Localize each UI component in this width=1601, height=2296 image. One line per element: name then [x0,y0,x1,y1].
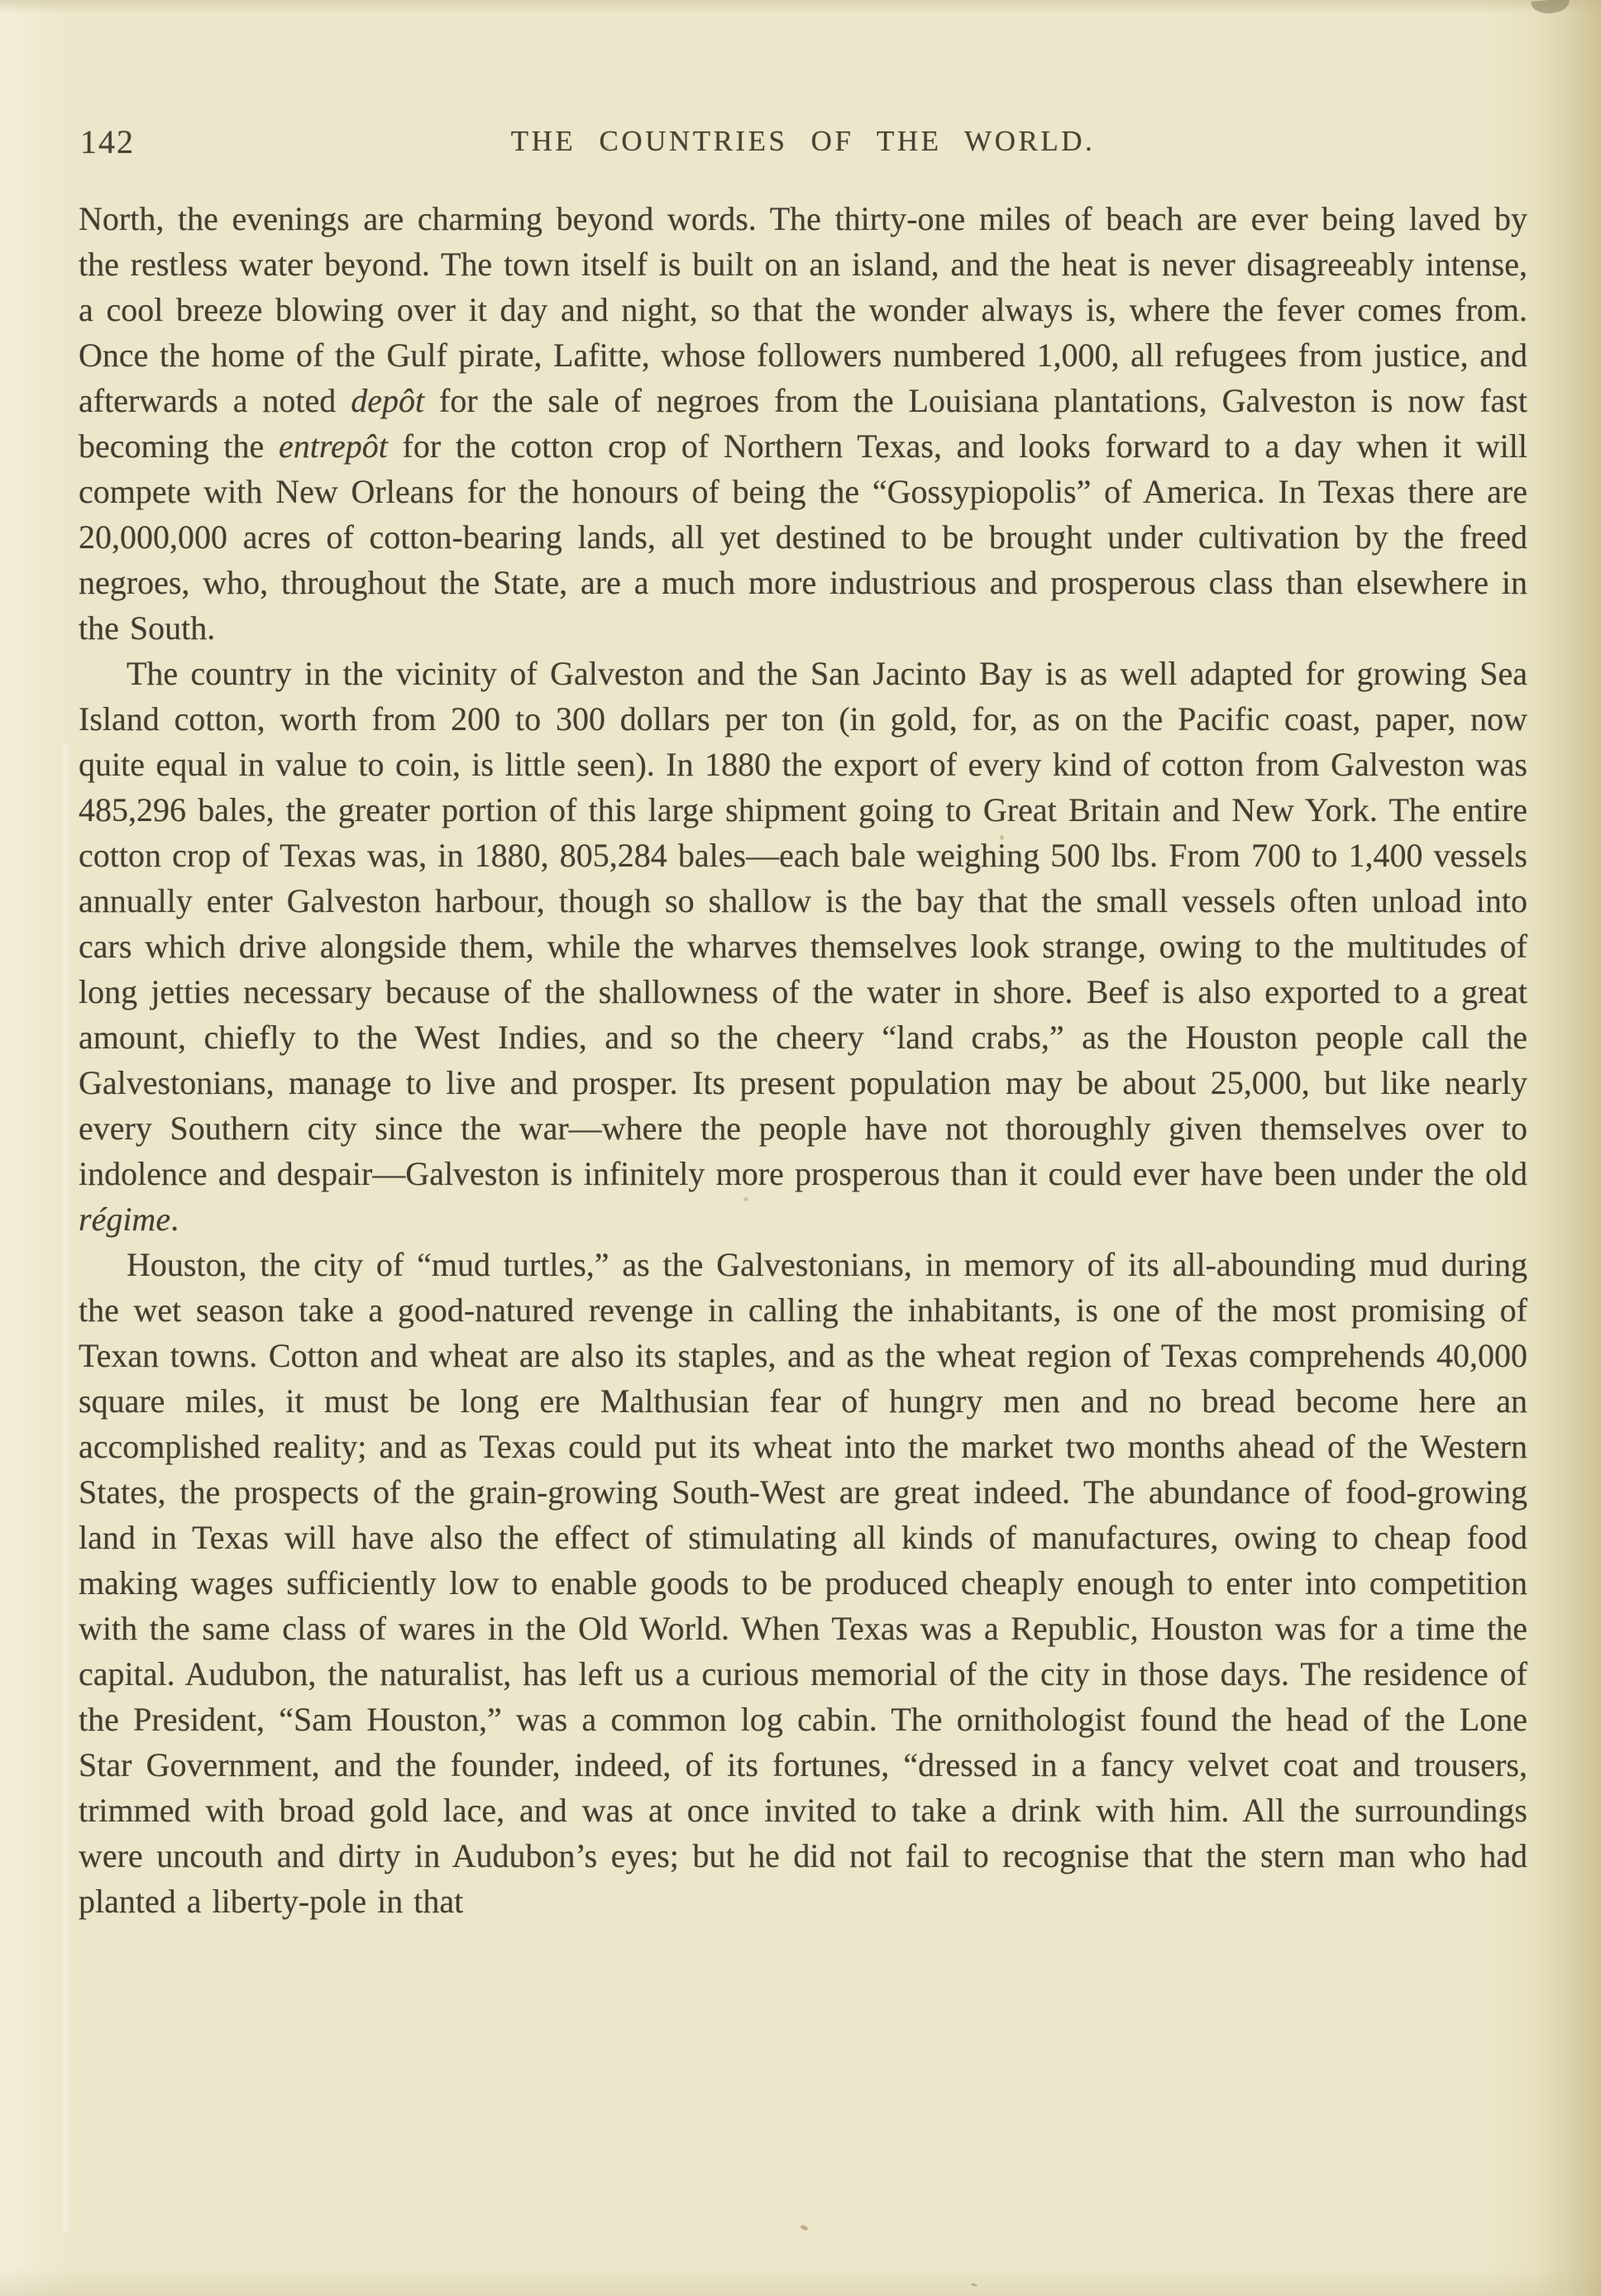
running-title: THE COUNTRIES OF THE WORLD. [510,125,1096,157]
scan-highlight [60,744,71,2232]
paragraph [79,196,1527,651]
page-number: 142 [80,123,135,160]
text-run: The country in the vicinity of Galveston and the San Jacinto Bay is as well adapted for growing Sea Island cotton, worth from 200 to 300 dollars per ton (in gold, for, as on the Pacific coast, paper, now quite equal in value to coin, is little seen). In 1880 the export of every kind of cotton from Galveston was 485,296 bales, the greater portion of this large shipment going to Great Britain and New York. The entire cotton crop of Texas was, in 1880, 805,284 bales—each bale weighing 500 lbs. From 700 to 1,400 vessels annually enter Galveston harbour, though so shallow is the bay that the small vessels often unload into cars which drive alongside them, while the wharves themselves look strange, owing to the multitudes of long jetties necessary because of the shallowness of the water in shore. Beef is also exported to a great amount, chiefly to the West Indies, and so the cheery “land crabs,” as the Houston people call the Galvestonians, manage to live and prosper. Its present population may be about 25,000, but like nearly every Southern city since the war—where the people have not thoroughly given themselves over to indolence and despair—Galveston is infinitely more prosperous than it could ever have been under the old [79,655,1527,1192]
italic-text-run: depôt [351,382,425,419]
text-run: . [170,1201,179,1238]
text-run: North, the evenings are charming beyond words. The thirty-one miles of beach are ever being laved by the restless water beyond. The town itself is built on an island, and the heat is never disagreeably intense, a cool breeze blowing over it day and night, so that the wonder always is, where the fever comes from. Once the home of the Gulf pirate, Lafitte, whose followers numbered 1,000, all refugees from justice, and afterwards a noted [79,200,1527,419]
text-run: Houston, the city of “mud turtles,” as the Galvestonians, in memory of its all-abounding mud during the wet season take a good-natured revenge in calling the inhabitants, is one of the most promising of Texan towns. Cotton and wheat are also its staples, and as the wheat region of Texas comprehends 40,000 square miles, it must be long ere Malthusian fear of hungry men and no bread become here an accomplished reality; and as Texas could put its wheat into the market two months ahead of the Western States, the prospects of the grain-growing South-West are great indeed. The abundance of food-growing land in Texas will have also the effect of stimulating all kinds of manufactures, owing to cheap food making wages sufficiently low to enable goods to be produced cheaply enough to enter into competition with the same class of wares in the Old World. When Texas was a Republic, Houston was for a time the capital. Audubon, the naturalist, has left us a curious memorial of the city in those days. The residence of the President, “Sam Houston,” was a common log cabin. The ornithologist found the head of the Lone Star Government, and the founder, indeed, of its fortunes, “dressed in a fancy velvet coat and trousers, trimmed with broad gold lace, and was at once invited to take a drink with him. All the surroundings were uncouth and dirty in Audubon’s eyes; but he did not fail to recognise that the stern man who had planted a liberty-pole in that [79,1246,1527,1920]
paragraph [79,1242,1527,1924]
text-run: for the cotton crop of Northern Texas, and looks forward to a day when it will compete with New Orleans for the honours of being the “Gossypiopolis” of America. In Texas there are 20,000,000 acres of cotton-bearing lands, all yet destined to be brought under cultivation by the freed negroes, who, throughout the State, are a much more industrious and prosperous class than elsewhere in the South. [79,427,1527,647]
italic-text-run: entrepôt [279,427,388,465]
paper-speck [971,2283,978,2287]
paragraph [79,651,1527,1242]
italic-text-run: régime [79,1201,171,1238]
text-run: for the sale of negroes from the Louisiana plantations, Galveston is now fast becoming the [79,382,1527,465]
running-head [79,122,1527,160]
paper-speck [800,2224,808,2231]
page-text [79,196,1527,1924]
page-edge-blemish [1531,0,1570,15]
